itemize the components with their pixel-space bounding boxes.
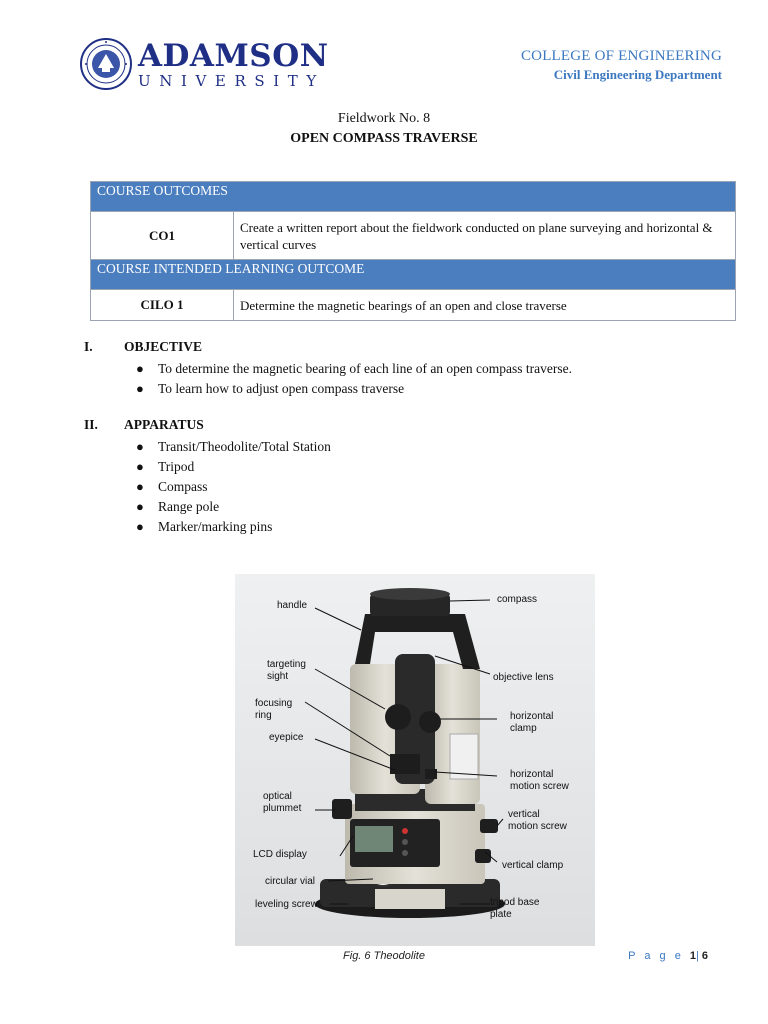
fieldwork-number: Fieldwork No. 8 (337, 111, 431, 126)
objective-list (84, 359, 724, 399)
cilo-header: COURSE INTENDED LEARNING OUTCOME (91, 260, 736, 290)
lcd-display-shape (355, 826, 393, 852)
label-compass: compass (497, 594, 538, 605)
label-objective-lens: objective lens (493, 672, 554, 683)
page-header (80, 38, 730, 90)
page-number (628, 950, 708, 962)
college-title: COLLEGE OF ENGINEERING (520, 48, 722, 64)
label-circular-vial: circular vial (265, 876, 316, 887)
department-title: Civil Engineering Department (553, 67, 722, 82)
label-lcd: LCD display (253, 849, 307, 860)
figure-caption: Fig. 6 Theodolite (343, 950, 425, 962)
list-item: ● Transit/Theodolite/Total Station (84, 437, 724, 457)
list-item: ● To learn how to adjust open compass traverse (84, 379, 724, 399)
label-focusing-2: ring (255, 710, 272, 721)
label-targeting-2: sight (267, 671, 289, 682)
apparatus-section (84, 417, 724, 537)
co-description-cell: Create a written report about the fieldwork conducted on plane surveying and horizontal & vertical curves (234, 212, 736, 260)
focusing-ring-shape (385, 704, 411, 730)
list-item: ● Tripod (84, 457, 724, 477)
label-handle: handle (277, 600, 308, 611)
objective-section (84, 339, 724, 399)
compass-shape (370, 588, 450, 600)
label-vertical-clamp: vertical clamp (502, 860, 564, 871)
label-leveling: leveling screw (255, 899, 318, 910)
bullet-icon: ● (136, 459, 144, 474)
label-tripod-1: tripod base (490, 897, 540, 908)
section-title: APPARATUS (124, 417, 204, 432)
section-heading (84, 339, 724, 359)
logo-subtitle: UNIVERSITY (138, 72, 325, 90)
list-item: ● Compass (84, 477, 724, 497)
bullet-icon: ● (136, 499, 144, 514)
apparatus-list (84, 437, 724, 537)
bullet-icon: ● (136, 479, 144, 494)
college-block (521, 48, 722, 83)
table-row (91, 212, 736, 260)
table-row (91, 290, 736, 321)
section-heading (84, 417, 724, 437)
label-horizontal-clamp-2: clamp (510, 723, 537, 734)
outcomes-table (90, 181, 736, 321)
section-number: I. (84, 339, 93, 354)
cilo-code-cell: CILO 1 (91, 290, 234, 321)
bullet-icon: ● (136, 519, 144, 534)
table-header-row (91, 182, 736, 212)
document-title: OPEN COMPASS TRAVERSE (290, 131, 478, 146)
list-item: ● To determine the magnetic bearing of each line of an open compass traverse. (84, 359, 724, 379)
label-optical-2: plummet (263, 803, 302, 814)
university-logo (138, 40, 329, 90)
label-eyepice: eyepice (269, 732, 304, 743)
label-vms-2: motion screw (508, 821, 567, 832)
label-horizontal-clamp-1: horizontal (510, 711, 554, 722)
label-tripod-2: plate (490, 909, 512, 920)
section-number: II. (84, 417, 98, 432)
page-total: 6 (701, 950, 708, 962)
bullet-icon: ● (136, 439, 144, 454)
university-seal-icon (80, 38, 132, 90)
theodolite-figure (235, 574, 595, 946)
bullet-icon: ● (136, 361, 144, 376)
label-optical-1: optical (263, 791, 292, 802)
label-targeting-1: targeting (267, 659, 306, 670)
table-header-row (91, 260, 736, 290)
list-item: ● Marker/marking pins (84, 517, 724, 537)
page-separator: | (696, 950, 702, 962)
page-label: P a g e (628, 950, 684, 962)
label-hms-2: motion screw (510, 781, 569, 792)
label-vms-1: vertical (508, 809, 540, 820)
page-current: 1 (689, 950, 697, 962)
label-focusing-1: focusing (255, 698, 293, 709)
bullet-icon: ● (136, 381, 144, 396)
list-item: ● Range pole (84, 497, 724, 517)
theodolite-illustration (235, 574, 595, 946)
label-hms-1: horizontal (510, 769, 554, 780)
logo-name: ADAMSON (138, 38, 329, 74)
co-code-cell: CO1 (91, 212, 234, 260)
section-title: OBJECTIVE (124, 339, 203, 354)
course-outcomes-header: COURSE OUTCOMES (91, 182, 736, 212)
cilo-description-cell: Determine the magnetic bearings of an open and close traverse (234, 290, 736, 321)
